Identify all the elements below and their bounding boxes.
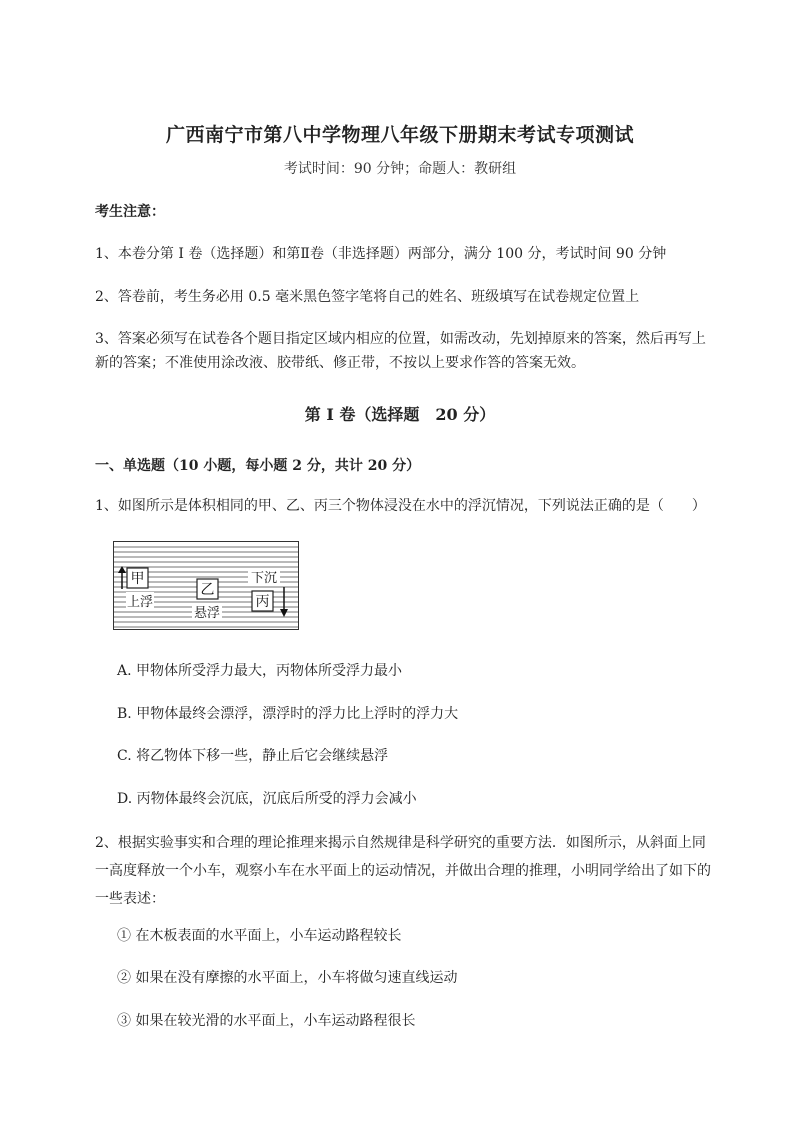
notice-item-2: 2、答卷前，考生务必用 0.5 毫米黑色签字笔将自己的姓名、班级填写在试卷规定位置上 [95,289,640,305]
q2-item-2: ② 如果在没有摩擦的水平面上，小车将做匀速直线运动 [117,970,458,986]
q1-option-c: C. 将乙物体下移一些，静止后它会继续悬浮 [117,748,389,764]
q2-item-3: ③ 如果在较光滑的水平面上，小车运动路程很长 [117,1013,416,1029]
svg-text:丙: 丙 [255,594,270,610]
question-1-stem: 1、如图所示是体积相同的甲、乙、丙三个物体浸没在水中的浮沉情况，下列说法正确的是（ ） [95,498,706,514]
section-title: 第 I 卷（选择题 20 分） [304,405,496,424]
part-title: 一、单选题（10 小题，每小题 2 分，共计 20 分） [95,458,421,474]
box-bing [252,591,273,611]
label-down: 下沉 [250,571,278,586]
q1-option-b: B. 甲物体最终会漂浮，漂浮时的浮力比上浮时的浮力大 [117,706,459,722]
exam-meta: 考试时间：90 分钟；命题人：教研组 [283,161,517,177]
notice-item-1: 1、本卷分第 I 卷（选择题）和第Ⅱ卷（非选择题）两部分，满分 100 分，考试时间 90 分钟 [95,246,667,262]
svg-text:甲: 甲 [130,571,145,587]
q2-item-1: ① 在木板表面的水平面上，小车运动路程较长 [117,928,402,944]
page-title: 广西南宁市第八中学物理八年级下册期末考试专项测试 [165,124,634,146]
buoyancy-figure [113,541,299,630]
svg-text:乙: 乙 [200,582,215,598]
label-suspend: 悬浮 [193,606,221,621]
q1-option-a: A. 甲物体所受浮力最大，丙物体所受浮力最小 [117,663,403,679]
q1-option-d: D. 丙物体最终会沉底，沉底后所受的浮力会减小 [117,791,417,807]
question-2-stem: 2、根据实验事实和合理的理论推理来揭示自然规律是科学研究的重要方法．如图所示，从斜面上同一高度释放一个小车，观察小车在水平面上的运动情况，并做出合理的推理，小明同学给出了如下的一些表述： [95,835,711,907]
box-jia [127,568,148,588]
box-yi [197,579,218,599]
label-up: 上浮 [126,595,154,610]
notice-item-3: 3、答案必须写在试卷各个题目指定区域内相应的位置，如需改动，先划掉原来的答案，然后再写上新的答案；不准使用涂改液、胶带纸、修正带，不按以上要求作答的答案无效。 [95,331,706,371]
notice-heading: 考生注意： [95,204,165,220]
